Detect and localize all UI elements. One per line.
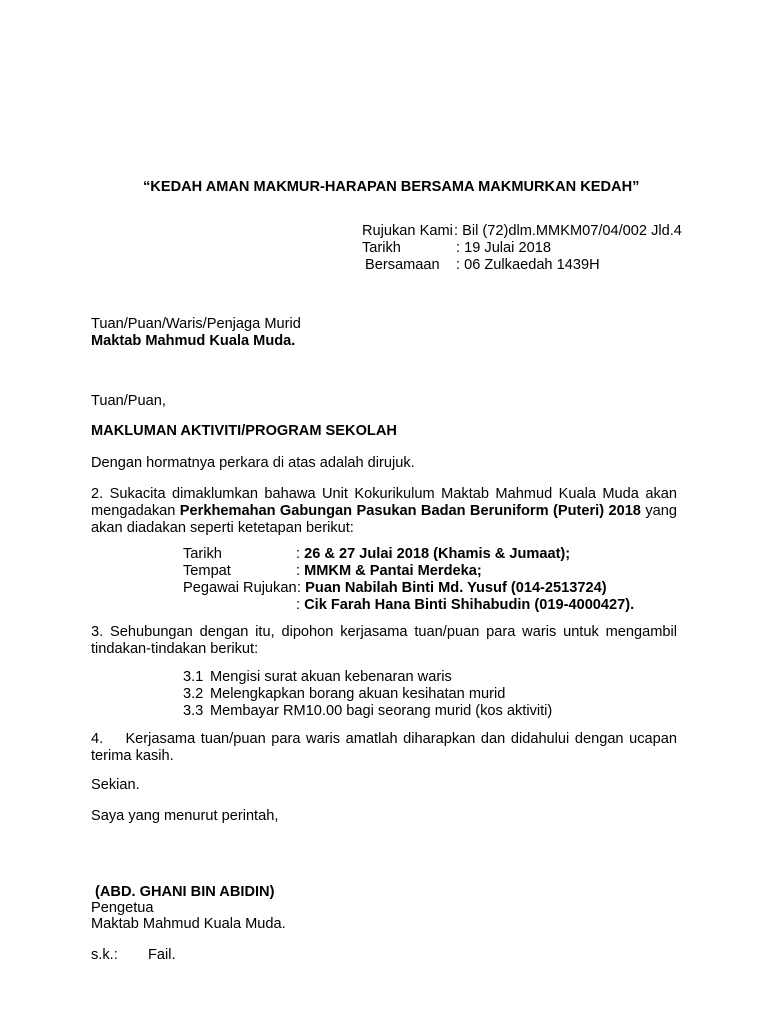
recipient-line: Tuan/Puan/Waris/Penjaga Murid [91, 316, 301, 332]
paragraph-2-text: 2. Sukacita dimaklumkan bahawa Unit Kokurikulum Maktab Mahmud Kuala Muda akan mengadakan [91, 486, 677, 519]
closing-sekian: Sekian. [91, 777, 140, 793]
motto-heading: “KEDAH AMAN MAKMUR-HARAPAN BERSAMA MAKMURKAN KEDAH” [143, 179, 640, 195]
detail-label [183, 597, 296, 614]
reference-value: : Bil (72)dlm.MMKM07/04/002 Jld.4 [454, 223, 682, 239]
paragraph-2-text-end: yang akan diadakan seperti ketetapan berikut: [91, 503, 677, 536]
list-item [183, 703, 552, 720]
list-item-text: Melengkapkan borang akuan kesihatan murid [210, 686, 506, 702]
reference-row-bersamaan [365, 257, 682, 274]
action-list [183, 669, 552, 720]
detail-row-tarikh [183, 546, 634, 563]
list-item [183, 669, 552, 686]
paragraph-2 [91, 486, 677, 537]
detail-label: Tempat [183, 563, 231, 579]
reference-value: : 19 Julai 2018 [456, 240, 551, 256]
detail-label: Tarikh [183, 546, 222, 562]
signatory-organization: Maktab Mahmud Kuala Muda. [91, 916, 286, 932]
reference-label: Tarikh [362, 240, 401, 256]
detail-row-pegawai-2 [183, 597, 634, 614]
reference-label: Bersamaan [365, 257, 440, 273]
reference-value: : 06 Zulkaedah 1439H [456, 257, 600, 273]
signatory-name: (ABD. GHANI BIN ABIDIN) [95, 884, 275, 900]
detail-separator: : [293, 580, 306, 596]
recipient-school: Maktab Mahmud Kuala Muda. [91, 333, 296, 349]
list-item-number: 3.2 [183, 686, 204, 702]
salutation: Tuan/Puan, [91, 393, 166, 409]
detail-row-pegawai [183, 580, 634, 597]
list-item-text: Membayar RM10.00 bagi seorang murid (kos aktiviti) [210, 703, 553, 719]
signatory-title: Pengetua [91, 900, 154, 916]
detail-separator: : [296, 546, 305, 562]
detail-row-tempat [183, 563, 634, 580]
reference-row-tarikh [362, 240, 682, 257]
detail-separator: : [296, 597, 305, 613]
detail-value: 26 & 27 Julai 2018 (Khamis & Jumaat); [304, 546, 571, 562]
event-details [183, 546, 634, 614]
cc-value: Fail. [148, 947, 176, 963]
list-item-text: Mengisi surat akuan kebenaran waris [210, 669, 452, 685]
paragraph-1: Dengan hormatnya perkara di atas adalah dirujuk. [91, 455, 415, 471]
paragraph-4: 4. Kerjasama tuan/puan para waris amatlah diharapkan dan didahului dengan ucapan terima kasih. [91, 731, 682, 764]
detail-label: Pegawai Rujukan [183, 580, 297, 596]
list-item-number: 3.1 [183, 669, 204, 685]
subject-heading: MAKLUMAN AKTIVITI/PROGRAM SEKOLAH [91, 423, 397, 439]
cc-line [91, 947, 176, 964]
closing-perintah: Saya yang menurut perintah, [91, 808, 279, 824]
detail-value: Cik Farah Hana Binti Shihabudin (019-4000427). [304, 597, 635, 613]
reference-label: Rujukan Kami [362, 223, 453, 239]
detail-separator: : [296, 563, 305, 579]
list-item-number: 3.3 [183, 703, 204, 719]
list-item [183, 686, 552, 703]
detail-value: Puan Nabilah Binti Md. Yusuf (014-2513724) [305, 580, 607, 596]
reference-row-rujukan [362, 223, 682, 240]
event-name: Perkhemahan Gabungan Pasukan Badan Beruniform (Puteri) 2018 [179, 503, 641, 519]
reference-block [362, 223, 682, 274]
cc-label: s.k.: [91, 947, 118, 963]
detail-value: MMKM & Pantai Merdeka; [304, 563, 482, 579]
paragraph-3: 3. Sehubungan dengan itu, dipohon kerjasama tuan/puan para waris untuk mengambil tindakan-tindakan berikut: [91, 624, 677, 657]
